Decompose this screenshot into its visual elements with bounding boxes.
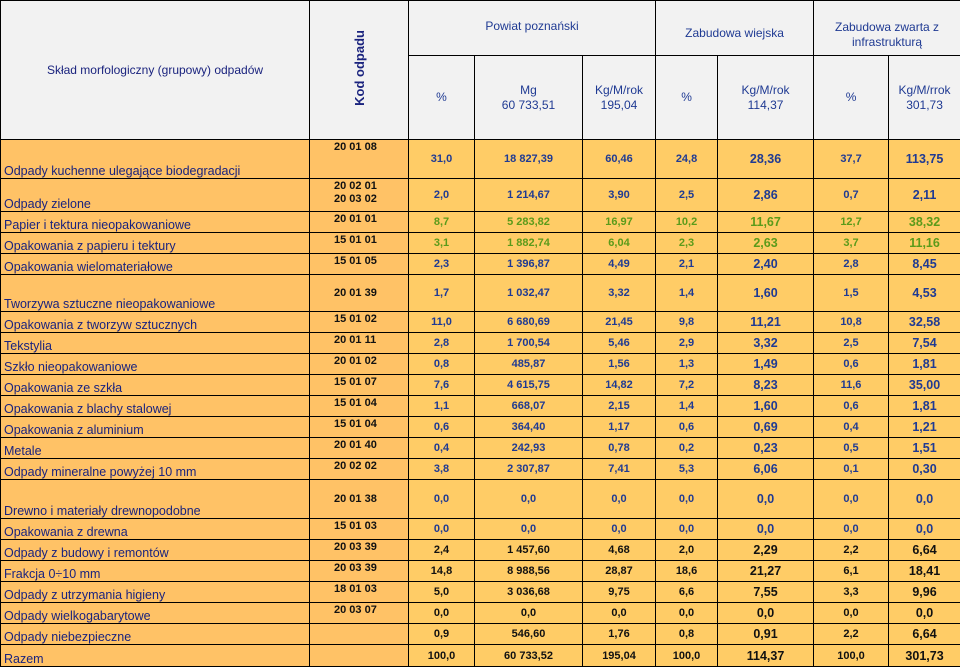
- row-value: 3,32: [583, 275, 656, 312]
- row-value: 8,23: [718, 375, 814, 396]
- row-code: 20 01 08: [310, 140, 409, 179]
- row-value: 0,6: [814, 354, 889, 375]
- table-row: [1, 519, 960, 540]
- header-code-label: Kod odpadu: [352, 30, 367, 106]
- row-value: 2,40: [718, 254, 814, 275]
- row-value: 0,1: [814, 459, 889, 480]
- header-kg2-label: Kg/M/rok: [718, 83, 813, 98]
- row-value: 0,6: [814, 396, 889, 417]
- row-value: 100,0: [814, 645, 889, 667]
- row-value: 546,60: [475, 624, 583, 645]
- row-value: 3 036,68: [475, 582, 583, 603]
- row-value: 5,46: [583, 333, 656, 354]
- row-name: Tekstylia: [1, 333, 310, 354]
- row-name: Opakowania z tworzyw sztucznych: [1, 312, 310, 333]
- row-value: 2,8: [814, 254, 889, 275]
- row-value: 242,93: [475, 438, 583, 459]
- row-value: 60 733,52: [475, 645, 583, 667]
- header-code: [310, 1, 409, 140]
- row-value: 0,0: [718, 519, 814, 540]
- row-name: Papier i tektura nieopakowaniowe: [1, 212, 310, 233]
- row-value: 31,0: [409, 140, 475, 179]
- row-code: 15 01 05: [310, 254, 409, 275]
- row-value: 16,97: [583, 212, 656, 233]
- row-value: 0,8: [656, 624, 718, 645]
- header-mg: [475, 56, 583, 140]
- row-value: 11,6: [814, 375, 889, 396]
- table-row: [1, 179, 960, 212]
- row-value: 1,60: [718, 275, 814, 312]
- row-code: [310, 624, 409, 645]
- row-value: 0,0: [583, 603, 656, 624]
- row-value: 113,75: [889, 140, 960, 179]
- row-value: 14,8: [409, 561, 475, 582]
- row-value: 11,16: [889, 233, 960, 254]
- row-value: 18,41: [889, 561, 960, 582]
- row-code: 20 01 40: [310, 438, 409, 459]
- table-row: [1, 459, 960, 480]
- row-name: Opakowania z aluminium: [1, 417, 310, 438]
- row-value: 2,2: [814, 624, 889, 645]
- row-code: 20 03 07: [310, 603, 409, 624]
- row-value: 7,6: [409, 375, 475, 396]
- row-code: 20 01 11: [310, 333, 409, 354]
- row-name: Tworzywa sztuczne nieopakowaniowe: [1, 275, 310, 312]
- row-value: 10,8: [814, 312, 889, 333]
- row-name: Odpady z budowy i remontów: [1, 540, 310, 561]
- header-mg-label: Mg: [475, 83, 582, 98]
- table-row: [1, 561, 960, 582]
- header-kg1-label: Kg/M/rok: [583, 83, 655, 98]
- header-pct-wiejska: %: [656, 56, 718, 140]
- table-row: [1, 275, 960, 312]
- row-value: 1,51: [889, 438, 960, 459]
- row-name: Szkło nieopakowaniowe: [1, 354, 310, 375]
- row-code: 18 01 03: [310, 582, 409, 603]
- row-value: 2,5: [814, 333, 889, 354]
- row-value: 2,4: [409, 540, 475, 561]
- table-row: [1, 582, 960, 603]
- row-value: 0,6: [409, 417, 475, 438]
- row-value: 7,2: [656, 375, 718, 396]
- row-name: Opakowania z drewna: [1, 519, 310, 540]
- row-value: 2,15: [583, 396, 656, 417]
- row-name: Opakowania z blachy stalowej: [1, 396, 310, 417]
- row-value: 1,81: [889, 396, 960, 417]
- row-value: 1,21: [889, 417, 960, 438]
- row-value: 11,67: [718, 212, 814, 233]
- row-value: 0,0: [814, 603, 889, 624]
- row-value: 5,0: [409, 582, 475, 603]
- row-value: 6,64: [889, 624, 960, 645]
- row-value: 1 882,74: [475, 233, 583, 254]
- row-value: 0,0: [656, 480, 718, 519]
- row-value: 1,17: [583, 417, 656, 438]
- row-value: 35,00: [889, 375, 960, 396]
- row-value: 1,7: [409, 275, 475, 312]
- row-value: 2,5: [656, 179, 718, 212]
- row-value: 0,0: [475, 480, 583, 519]
- row-value: 6,6: [656, 582, 718, 603]
- row-value: 8,45: [889, 254, 960, 275]
- row-value: 6 680,69: [475, 312, 583, 333]
- row-value: 0,78: [583, 438, 656, 459]
- row-value: 3,90: [583, 179, 656, 212]
- row-value: 485,87: [475, 354, 583, 375]
- row-value: 24,8: [656, 140, 718, 179]
- row-value: 0,0: [814, 480, 889, 519]
- header-kg2-value: 114,37: [718, 98, 813, 113]
- header-kg-powiat: [583, 56, 656, 140]
- row-value: 1 700,54: [475, 333, 583, 354]
- row-value: 0,0: [409, 480, 475, 519]
- row-name: Opakowania z papieru i tektury: [1, 233, 310, 254]
- row-name: Drewno i materiały drewnopodobne: [1, 480, 310, 519]
- table-row: [1, 333, 960, 354]
- row-code: 20 01 01: [310, 212, 409, 233]
- row-value: 0,0: [409, 603, 475, 624]
- table-row: [1, 603, 960, 624]
- row-value: 0,5: [814, 438, 889, 459]
- row-value: 21,45: [583, 312, 656, 333]
- row-value: 0,0: [656, 519, 718, 540]
- row-value: 3,8: [409, 459, 475, 480]
- row-value: 0,7: [814, 179, 889, 212]
- row-value: 5,3: [656, 459, 718, 480]
- row-value: 2,3: [409, 254, 475, 275]
- row-value: 11,21: [718, 312, 814, 333]
- row-value: 28,36: [718, 140, 814, 179]
- row-value: 2,86: [718, 179, 814, 212]
- table-row: [1, 480, 960, 519]
- header-kg-wiejska: [718, 56, 814, 140]
- row-value: 2 307,87: [475, 459, 583, 480]
- row-value: 1,5: [814, 275, 889, 312]
- row-value: 0,6: [656, 417, 718, 438]
- row-value: 6,64: [889, 540, 960, 561]
- row-value: 3,3: [814, 582, 889, 603]
- header-mg-value: 60 733,51: [475, 98, 582, 113]
- row-value: 4,53: [889, 275, 960, 312]
- header-kg3-label: Kg/M/rrok: [889, 83, 960, 98]
- row-value: 0,0: [475, 603, 583, 624]
- row-value: 2,8: [409, 333, 475, 354]
- row-name: Odpady wielkogabarytowe: [1, 603, 310, 624]
- table-row: [1, 312, 960, 333]
- row-value: 1,56: [583, 354, 656, 375]
- table-row: [1, 645, 960, 667]
- row-value: 1,60: [718, 396, 814, 417]
- row-name: Odpady zielone: [1, 179, 310, 212]
- table-row: [1, 417, 960, 438]
- row-value: 4 615,75: [475, 375, 583, 396]
- row-value: 0,0: [583, 480, 656, 519]
- row-value: 2,0: [409, 179, 475, 212]
- row-value: 60,46: [583, 140, 656, 179]
- header-pct-zwarta: %: [814, 56, 889, 140]
- row-code: 15 01 02: [310, 312, 409, 333]
- row-value: 2,2: [814, 540, 889, 561]
- row-value: 0,91: [718, 624, 814, 645]
- table-row: [1, 254, 960, 275]
- header-kg1-value: 195,04: [583, 98, 655, 113]
- table-body: [1, 140, 960, 667]
- row-value: 2,9: [656, 333, 718, 354]
- header-powiat: Powiat poznański: [409, 1, 656, 56]
- row-value: 1,4: [656, 275, 718, 312]
- header-zabudowa-zwarta: Zabudowa zwarta z infrastrukturą: [814, 1, 960, 56]
- header-zabudowa-wiejska: Zabudowa wiejska: [656, 1, 814, 56]
- row-value: 0,0: [889, 603, 960, 624]
- row-code: 20 01 02: [310, 354, 409, 375]
- row-value: 114,37: [718, 645, 814, 667]
- row-value: 0,0: [409, 519, 475, 540]
- row-value: 9,75: [583, 582, 656, 603]
- row-name: Opakowania wielomateriałowe: [1, 254, 310, 275]
- row-value: 2,11: [889, 179, 960, 212]
- header-composition: Skład morfologiczny (grupowy) odpadów: [1, 1, 310, 140]
- row-value: 0,4: [409, 438, 475, 459]
- row-value: 0,0: [475, 519, 583, 540]
- row-value: 10,2: [656, 212, 718, 233]
- row-value: 0,23: [718, 438, 814, 459]
- row-value: 6,04: [583, 233, 656, 254]
- row-value: 100,0: [409, 645, 475, 667]
- row-value: 0,0: [583, 519, 656, 540]
- row-code: [310, 179, 409, 212]
- row-value: 0,30: [889, 459, 960, 480]
- row-name: Metale: [1, 438, 310, 459]
- row-value: 9,8: [656, 312, 718, 333]
- row-value: 6,1: [814, 561, 889, 582]
- row-value: 7,55: [718, 582, 814, 603]
- row-value: 2,29: [718, 540, 814, 561]
- header-kg3-value: 301,73: [889, 98, 960, 113]
- row-name: Frakcja 0÷10 mm: [1, 561, 310, 582]
- row-code: 20 01 38: [310, 480, 409, 519]
- row-code-primary: 20 02 01: [334, 180, 408, 193]
- row-code: 15 01 07: [310, 375, 409, 396]
- header-pct-powiat: %: [409, 56, 475, 140]
- row-name: Odpady kuchenne ulegające biodegradacji: [1, 140, 310, 179]
- table-header: [1, 1, 960, 140]
- row-value: 12,7: [814, 212, 889, 233]
- row-code: 15 01 03: [310, 519, 409, 540]
- row-value: 1 396,87: [475, 254, 583, 275]
- table-row: [1, 396, 960, 417]
- table-row: [1, 212, 960, 233]
- row-value: 28,87: [583, 561, 656, 582]
- row-name: Odpady niebezpieczne: [1, 624, 310, 645]
- table-row: [1, 140, 960, 179]
- row-value: 8,7: [409, 212, 475, 233]
- row-value: 0,8: [409, 354, 475, 375]
- row-value: 32,58: [889, 312, 960, 333]
- row-value: 0,9: [409, 624, 475, 645]
- table-row: [1, 438, 960, 459]
- table-row: [1, 233, 960, 254]
- row-value: 11,0: [409, 312, 475, 333]
- row-value: 2,63: [718, 233, 814, 254]
- row-value: 18,6: [656, 561, 718, 582]
- row-value: 0,69: [718, 417, 814, 438]
- row-value: 668,07: [475, 396, 583, 417]
- row-value: 8 988,56: [475, 561, 583, 582]
- row-value: 21,27: [718, 561, 814, 582]
- row-value: 0,0: [814, 519, 889, 540]
- table-row: [1, 540, 960, 561]
- row-value: 1,4: [656, 396, 718, 417]
- row-code: 15 01 04: [310, 396, 409, 417]
- row-value: 5 283,82: [475, 212, 583, 233]
- row-value: 6,06: [718, 459, 814, 480]
- row-value: 1,1: [409, 396, 475, 417]
- row-value: 3,7: [814, 233, 889, 254]
- row-value: 0,0: [718, 603, 814, 624]
- row-value: 1 032,47: [475, 275, 583, 312]
- header-kg-zwarta: [889, 56, 960, 140]
- row-value: 3,32: [718, 333, 814, 354]
- row-code: 15 01 04: [310, 417, 409, 438]
- row-value: 1,3: [656, 354, 718, 375]
- row-name: Odpady z utrzymania higieny: [1, 582, 310, 603]
- row-value: 37,7: [814, 140, 889, 179]
- row-code: 20 03 39: [310, 561, 409, 582]
- row-value: 3,1: [409, 233, 475, 254]
- table-row: [1, 375, 960, 396]
- row-name: Razem: [1, 645, 310, 667]
- row-value: 1,81: [889, 354, 960, 375]
- row-value: 1 214,67: [475, 179, 583, 212]
- row-value: 301,73: [889, 645, 960, 667]
- row-value: 0,0: [656, 603, 718, 624]
- row-value: 195,04: [583, 645, 656, 667]
- row-value: 364,40: [475, 417, 583, 438]
- row-value: 0,0: [889, 519, 960, 540]
- row-value: 2,0: [656, 540, 718, 561]
- row-value: 100,0: [656, 645, 718, 667]
- row-value: 7,41: [583, 459, 656, 480]
- row-value: 2,3: [656, 233, 718, 254]
- row-value: 18 827,39: [475, 140, 583, 179]
- row-name: Odpady mineralne powyżej 10 mm: [1, 459, 310, 480]
- row-value: 1 457,60: [475, 540, 583, 561]
- table-row: [1, 354, 960, 375]
- row-value: 4,68: [583, 540, 656, 561]
- row-name: Opakowania ze szkła: [1, 375, 310, 396]
- row-code-secondary: 20 03 02: [334, 193, 408, 206]
- row-value: 0,0: [718, 480, 814, 519]
- row-value: 0,0: [889, 480, 960, 519]
- row-value: 0,4: [814, 417, 889, 438]
- row-value: 4,49: [583, 254, 656, 275]
- row-value: 7,54: [889, 333, 960, 354]
- row-value: 1,76: [583, 624, 656, 645]
- row-value: 0,2: [656, 438, 718, 459]
- row-value: 14,82: [583, 375, 656, 396]
- row-value: 38,32: [889, 212, 960, 233]
- row-code: 20 01 39: [310, 275, 409, 312]
- row-value: 9,96: [889, 582, 960, 603]
- row-code: 20 03 39: [310, 540, 409, 561]
- row-value: 1,49: [718, 354, 814, 375]
- row-code: 15 01 01: [310, 233, 409, 254]
- row-value: 2,1: [656, 254, 718, 275]
- table-row: [1, 624, 960, 645]
- row-code: 20 02 02: [310, 459, 409, 480]
- row-code: [310, 645, 409, 667]
